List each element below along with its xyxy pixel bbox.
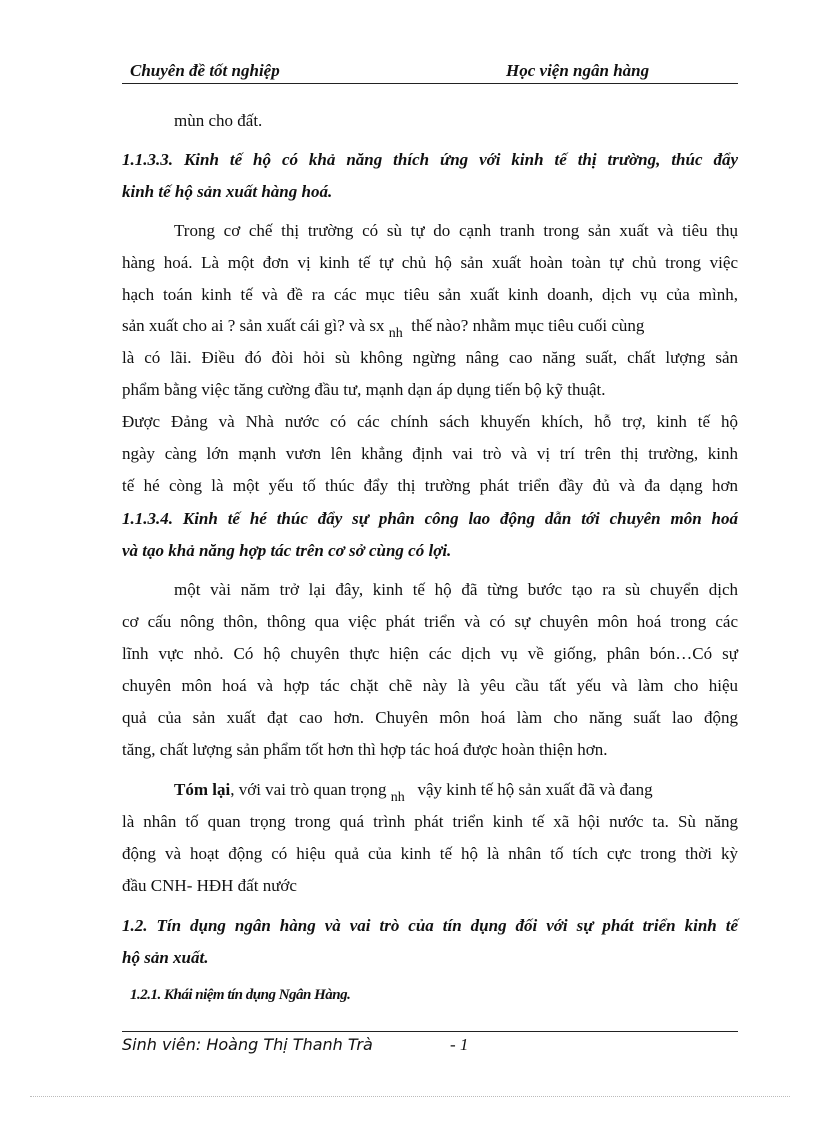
paragraph-line: tế hé còng là một yếu tố thúc đẩy thị trường phát triển đầy đủ và đa dạng hơn bbox=[122, 476, 738, 495]
paragraph-line: động và hoạt động có hiệu quả của kinh tế hộ là nhân tố tích cực trong thời kỳ bbox=[122, 844, 738, 863]
paragraph-line bbox=[122, 780, 738, 805]
text-run: sản xuất cho ai ? sản xuất cái gì? và sx bbox=[122, 316, 385, 335]
section-heading-1-2-1: 1.2.1. Khái niệm tín dụng Ngân Hàng. bbox=[130, 987, 351, 1003]
text-run: , với vai trò quan trọng bbox=[230, 780, 387, 799]
section-heading-1-2-cont: hộ sản xuất. bbox=[122, 948, 209, 967]
paragraph-line: hạch toán kinh tế và đề ra các mục tiêu sản xuất kinh doanh, dịch vụ của mình, bbox=[122, 285, 738, 304]
section-heading-1-1-3-3-cont: kinh tế hộ sản xuất hàng hoá. bbox=[122, 182, 333, 201]
paragraph-line: lĩnh vực nhỏ. Có hộ chuyên thực hiện các dịch vụ về giống, phân bón…Có sự bbox=[122, 644, 738, 663]
paragraph-line: cơ cấu nông thôn, thông qua việc phát triển và có sự chuyên môn hoá trong các bbox=[122, 612, 738, 631]
section-heading-1-2: 1.2. Tín dụng ngân hàng và vai trò của tín dụng đối với sự phát triển kinh tế bbox=[122, 916, 738, 935]
footer-page-number: - 1 bbox=[450, 1035, 469, 1054]
paragraph-line: một vài năm trở lại đây, kinh tế hộ đã từng bước tạo ra sù chuyển dịch bbox=[174, 580, 738, 599]
section-heading-1-1-3-4-cont: và tạo khả năng hợp tác trên cơ sở cùng có lợi. bbox=[122, 541, 452, 560]
header-institution: Học viện ngân hàng bbox=[506, 61, 650, 80]
paragraph-line: chuyên môn hoá và hợp tác chặt chẽ này là yêu cầu tất yếu và làm cho hiệu bbox=[122, 676, 738, 695]
paragraph-line: ngày càng lớn mạnh vươn lên khẳng định vai trò và vị trí trên thị trường, kinh bbox=[122, 444, 738, 463]
subscript-text: nh bbox=[390, 790, 405, 805]
paragraph-line bbox=[122, 316, 645, 341]
page-footer bbox=[122, 1031, 738, 1062]
text-run: vậy kinh tế hộ sản xuất đã và đang bbox=[417, 780, 653, 799]
page-header bbox=[122, 57, 738, 84]
paragraph-line: đầu CNH- HĐH đất nước bbox=[122, 876, 297, 895]
text-run: thế nào? nhằm mục tiêu cuối cùng bbox=[411, 316, 645, 335]
paragraph-line: Được Đảng và Nhà nước có các chính sách khuyến khích, hỗ trợ, kinh tế hộ bbox=[122, 412, 738, 431]
paragraph-line: hàng hoá. Là một đơn vị kinh tế tự chủ hộ sản xuất hoàn toàn tự chủ trong việc bbox=[122, 253, 738, 272]
paragraph-line: quả của sản xuất đạt cao hơn. Chuyên môn hoá làm cho năng suất lao động bbox=[122, 708, 738, 727]
header-document-type: Chuyên đề tốt nghiệp bbox=[130, 61, 280, 80]
subscript-text: nh bbox=[388, 326, 403, 341]
paragraph-line: là có lãi. Điều đó đòi hỏi sù không ngừng nâng cao năng suất, chất lượng sản bbox=[122, 348, 738, 367]
paragraph-line: Trong cơ chế thị trường có sù tự do cạnh tranh trong sản xuất và tiêu thụ bbox=[174, 221, 738, 240]
section-heading-1-1-3-4: 1.1.3.4. Kinh tế hé thúc đẩy sự phân công lao động dẫn tới chuyên môn hoá bbox=[122, 509, 738, 528]
bold-lead-text: Tóm lại bbox=[174, 780, 231, 799]
section-heading-1-1-3-3: 1.1.3.3. Kinh tế hộ có khả năng thích ứng với kinh tế thị trường, thúc đẩy bbox=[122, 150, 738, 169]
paragraph-line: tăng, chất lượng sản phẩm tốt hơn thì hợp tác hoá được hoàn thiện hơn. bbox=[122, 740, 608, 759]
page-bottom-divider bbox=[30, 1096, 790, 1097]
paragraph-fragment: mùn cho đất. bbox=[174, 111, 263, 130]
paragraph-line: phẩm bằng việc tăng cường đầu tư, mạnh dạn áp dụng tiến bộ kỹ thuật. bbox=[122, 380, 606, 399]
footer-student-name: Sinh viên: Hoàng Thị Thanh Trà bbox=[122, 1035, 373, 1054]
paragraph-line: là nhân tố quan trọng trong quá trình phát triển kinh tế xã hội nước ta. Sù năng bbox=[122, 812, 738, 831]
